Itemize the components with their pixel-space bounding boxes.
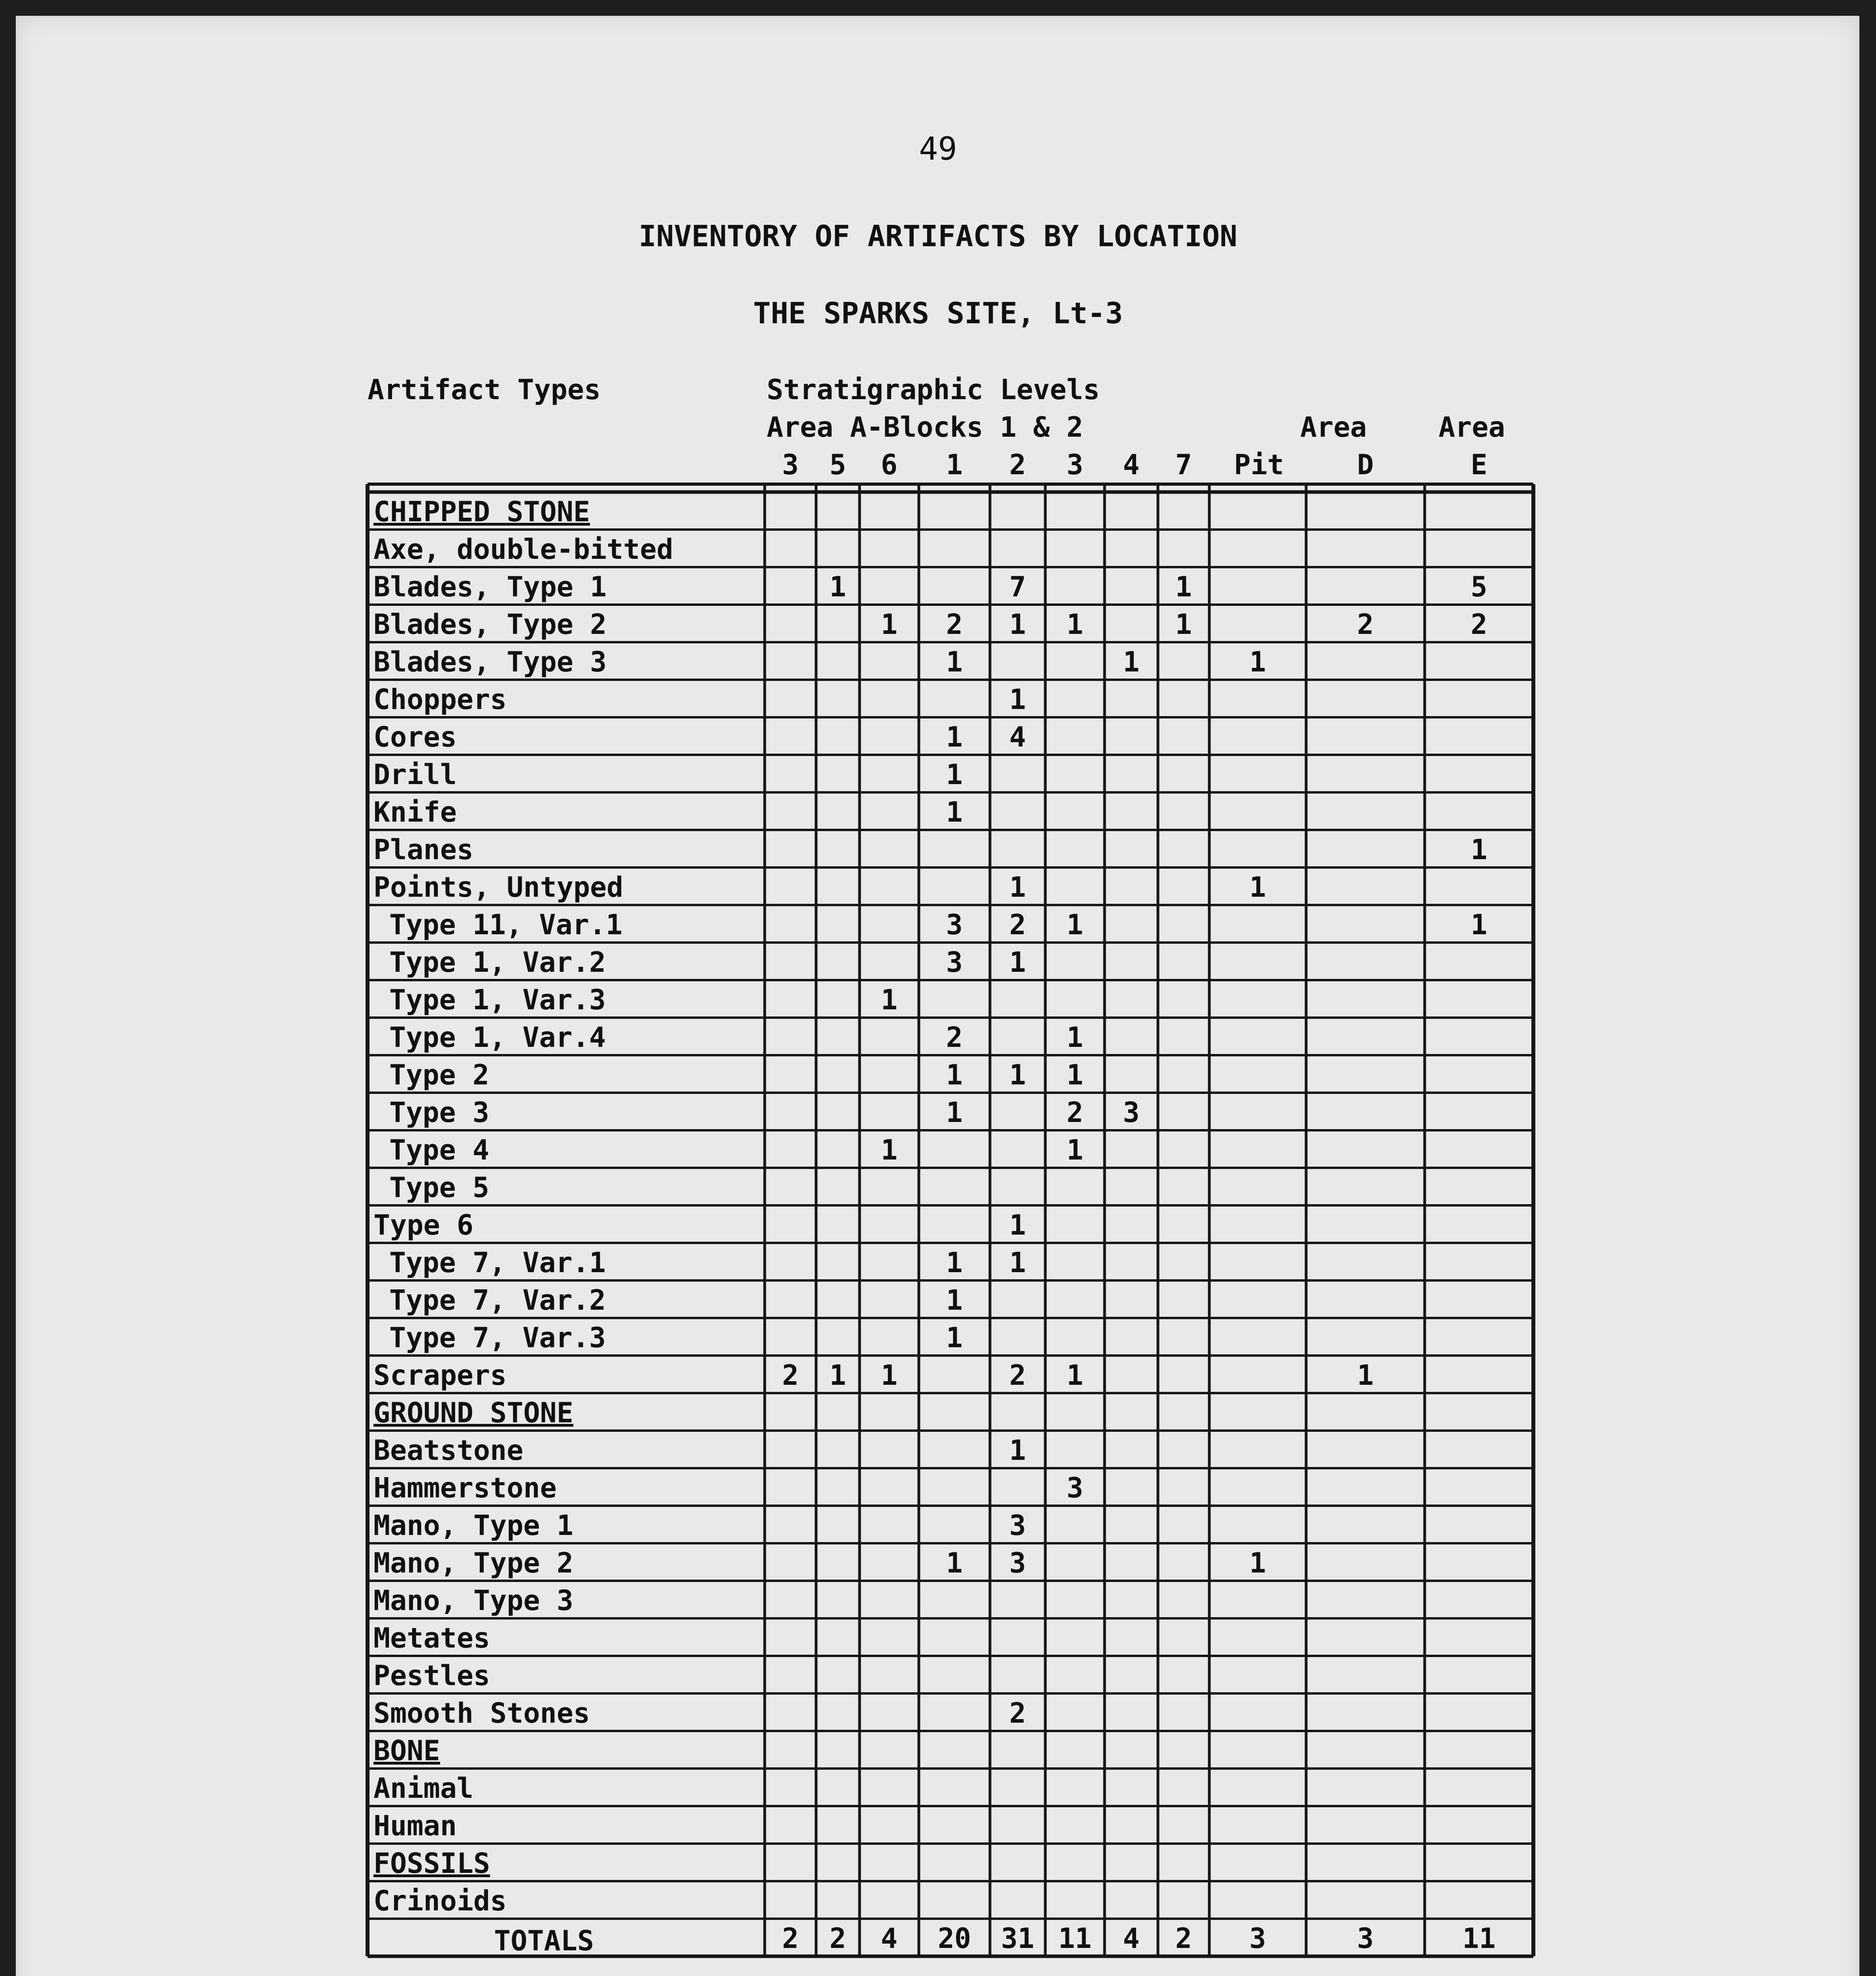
table-cell: 1	[1123, 646, 1140, 678]
row-label: Drill	[373, 758, 457, 791]
row-label: Type 7, Var.2	[389, 1284, 606, 1316]
page-title: INVENTORY OF ARTIFACTS BY LOCATION	[639, 219, 1237, 253]
table-cell: 2	[782, 1359, 799, 1391]
table-cell: 2	[1009, 1359, 1026, 1391]
table-cell: 1	[1175, 571, 1192, 603]
row-label: Knife	[373, 796, 457, 828]
table-cell: 1	[946, 1059, 963, 1091]
totals-cell: 4	[880, 1922, 898, 1955]
row-label: Blades, Type 3	[373, 646, 607, 678]
row-label: Pestles	[373, 1659, 490, 1692]
row-label: Scrapers	[373, 1359, 507, 1391]
table-cell: 2	[1471, 608, 1488, 641]
table-cell: 1	[1066, 1359, 1084, 1391]
row-label: Type 2	[389, 1059, 489, 1091]
table-cell: 1	[1471, 833, 1488, 866]
area-d-header: Area	[1300, 411, 1367, 443]
table-cell: 3	[946, 909, 963, 941]
table-cell: 1	[880, 608, 898, 641]
row-label: Axe, double-bitted	[373, 533, 673, 566]
totals-cell: 31	[1001, 1922, 1035, 1955]
totals-cell: 2	[782, 1922, 799, 1955]
table-cell: 1	[1175, 608, 1192, 641]
row-label: Type 3	[389, 1096, 489, 1129]
column-header: 7	[1175, 449, 1192, 481]
totals-cell: 3	[1357, 1922, 1374, 1955]
table-cell: 1	[1249, 871, 1266, 903]
row-label: Animal	[373, 1772, 473, 1804]
table-cell: 1	[1009, 871, 1026, 903]
row-label: Planes	[373, 833, 473, 866]
table-cell: 1	[829, 1359, 847, 1391]
totals-cell: 3	[1249, 1922, 1266, 1955]
column-header: Pit	[1234, 449, 1284, 481]
row-label: Cores	[373, 721, 457, 753]
table-cell: 3	[1123, 1096, 1140, 1129]
totals-cell: 2	[829, 1922, 847, 1955]
table-cell: 5	[1471, 571, 1488, 603]
column-header: 2	[1009, 449, 1026, 481]
table-cell: 1	[1471, 909, 1488, 941]
row-label: Crinoids	[373, 1885, 507, 1917]
column-header: 5	[829, 449, 847, 481]
area-blocks-header: Area A-Blocks 1 & 2	[767, 411, 1083, 443]
row-label: Type 6	[373, 1209, 473, 1241]
table-cell: 1	[1066, 1021, 1084, 1054]
table-cell: 2	[1009, 1697, 1026, 1729]
table-cell: 1	[946, 721, 963, 753]
page-number: 49	[919, 130, 957, 167]
totals-cell: 2	[1175, 1922, 1192, 1955]
section-heading: BONE	[373, 1735, 440, 1767]
row-label: Blades, Type 1	[373, 571, 607, 603]
table-cell: 1	[880, 1134, 898, 1166]
table-cell: 7	[1009, 571, 1026, 603]
table-cell: 1	[1009, 1059, 1026, 1091]
row-label: Blades, Type 2	[373, 608, 607, 641]
page-subtitle: THE SPARKS SITE, Lt-3	[753, 296, 1123, 330]
column-header: 3	[1066, 449, 1084, 481]
table-cell: 1	[1066, 1134, 1084, 1166]
totals-cell: 4	[1123, 1922, 1140, 1955]
column-header: E	[1471, 449, 1488, 481]
table-cell: 1	[1066, 1059, 1084, 1091]
table-cell: 3	[1009, 1547, 1026, 1579]
row-label: Metates	[373, 1622, 490, 1654]
area-e-header: Area	[1439, 411, 1505, 443]
table-cell: 1	[946, 1284, 963, 1316]
column-header: D	[1357, 449, 1374, 481]
table-cell: 1	[946, 1246, 963, 1279]
column-header: 1	[946, 449, 963, 481]
table-cell: 1	[1009, 1209, 1026, 1241]
table-cell: 1	[946, 1322, 963, 1354]
row-label: Points, Untyped	[373, 871, 624, 903]
table-cell: 1	[1009, 683, 1026, 716]
totals-cell: 11	[1462, 1922, 1496, 1955]
table-cell: 2	[1066, 1096, 1084, 1129]
totals-label: TOTALS	[494, 1925, 594, 1957]
table-cell: 1	[880, 984, 898, 1016]
artifact-types-header: Artifact Types	[368, 373, 601, 406]
table-cell: 1	[880, 1359, 898, 1391]
row-label: Type 4	[389, 1134, 489, 1166]
table-cell: 3	[1066, 1472, 1084, 1504]
table-cell: 1	[946, 646, 963, 678]
table-cell: 3	[1009, 1509, 1026, 1542]
section-heading: GROUND STONE	[373, 1397, 573, 1429]
table-cell: 1	[946, 758, 963, 791]
row-label: Type 7, Var.3	[389, 1322, 606, 1354]
column-header: 3	[782, 449, 799, 481]
totals-cell: 11	[1058, 1922, 1092, 1955]
row-label: Hammerstone	[373, 1472, 557, 1504]
table-cell: 1	[1009, 1246, 1026, 1279]
table-cell: 1	[946, 796, 963, 828]
row-label: Mano, Type 3	[373, 1584, 573, 1617]
row-label: Type 1, Var.4	[389, 1021, 606, 1054]
table-cell: 1	[1249, 1547, 1266, 1579]
table-cell: 1	[946, 1547, 963, 1579]
table-cell: 1	[1066, 909, 1084, 941]
totals-cell: 20	[937, 1922, 971, 1955]
row-label: Type 11, Var.1	[389, 909, 623, 941]
section-heading: FOSSILS	[373, 1847, 490, 1880]
table-cell: 1	[1357, 1359, 1374, 1391]
table-cell: 1	[1249, 646, 1266, 678]
table-cell: 3	[946, 946, 963, 979]
row-label: Choppers	[373, 683, 507, 716]
table-cell: 4	[1009, 721, 1026, 753]
table-cell: 1	[1009, 608, 1026, 641]
table-cell: 2	[946, 1021, 963, 1054]
row-label: Mano, Type 2	[373, 1547, 573, 1579]
column-header: 4	[1123, 449, 1140, 481]
row-label: Type 7, Var.1	[389, 1246, 606, 1279]
table-cell: 2	[946, 608, 963, 641]
table-cell: 2	[1357, 608, 1374, 641]
row-label: Beatstone	[373, 1434, 524, 1467]
row-label: Smooth Stones	[373, 1697, 590, 1729]
table-cell: 1	[1009, 1434, 1026, 1467]
row-label: Type 5	[389, 1171, 489, 1204]
table-cell: 1	[829, 571, 847, 603]
row-label: Type 1, Var.2	[389, 946, 606, 979]
table-cell: 2	[1009, 909, 1026, 941]
table-cell: 1	[946, 1096, 963, 1129]
row-label: Mano, Type 1	[373, 1509, 573, 1542]
section-heading: CHIPPED STONE	[373, 496, 590, 528]
stratigraphic-levels-header: Stratigraphic Levels	[767, 373, 1100, 406]
table-cell: 1	[1066, 608, 1084, 641]
row-label: Type 1, Var.3	[389, 984, 606, 1016]
column-header: 6	[880, 449, 898, 481]
row-label: Human	[373, 1810, 457, 1842]
table-cell: 1	[1009, 946, 1026, 979]
